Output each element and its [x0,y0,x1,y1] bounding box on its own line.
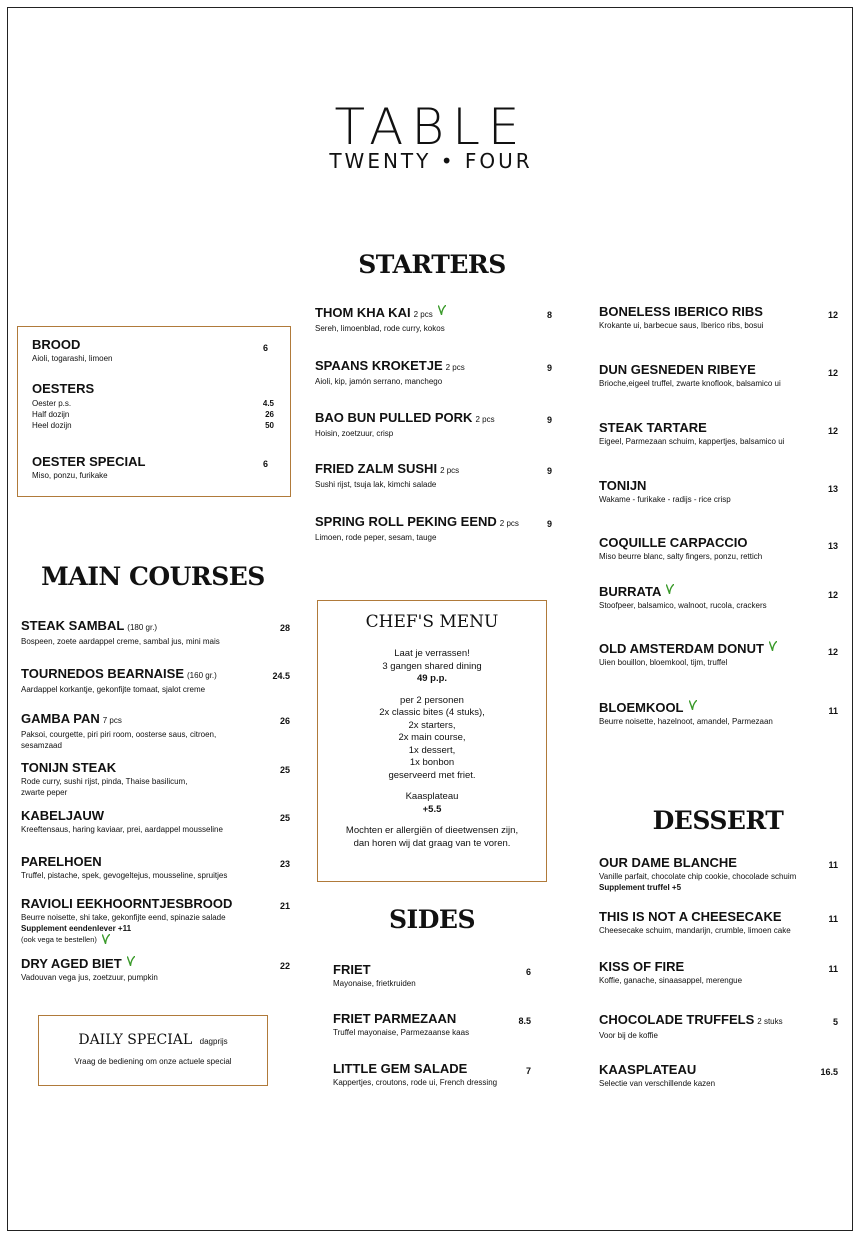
item-name [599,584,819,600]
item-description: Truffel, pistache, spek, gevogeltejus, mousseline, spruitjes [21,871,228,880]
item-name [333,1011,513,1027]
menu-item [21,760,271,798]
chefs-menu-spacer [318,782,546,791]
item-description: Uien bouillon, bloemkool, tijm, truffel [599,658,728,667]
item-price: 7 [525,1066,531,1076]
item-description: Aioli, kip, jamón serrano, manchego [315,377,443,386]
daily-special-text: Vraag de bediening om onze actuele special [74,1057,232,1066]
chefs-menu-line: +5.5 [422,803,442,815]
menu-item [32,381,272,397]
item-price: 9 [546,519,552,529]
item-price: 25 [279,765,290,775]
item-title: THOM KHA KAI [315,305,411,320]
menu-item [21,618,271,647]
item-description: Eigeel, Parmezaan schuim, kappertjes, balsamico ui [599,437,785,446]
item-title: BAO BUN PULLED PORK [315,410,473,425]
item-price: 9 [546,363,552,373]
item-quantity: 2 pcs [445,363,465,372]
item-price: 11 [828,964,838,974]
menu-item [599,1012,819,1041]
item-description: Kappertjes, croutons, rode ui, French dressing [333,1078,498,1087]
brand-logo-line1: TABLE [334,98,528,156]
menu-item [599,855,819,893]
chefs-menu-line: Mochten er allergiën of dieetwensen zijn, [345,825,519,836]
item-title: DRY AGED BIET [21,956,122,971]
menu-item [599,1062,819,1089]
menu-item [32,337,272,364]
item-title: PARELHOEN [21,854,102,869]
chefs-menu-line: per 2 personen [400,694,464,706]
item-description: Beurre noisette, shi take, gekonfijte eend, spinazie salade [21,913,226,922]
item-description: Aardappel korkantje, gekonfijte tomaat, sjalot creme [21,685,206,694]
item-price: 22 [279,961,290,971]
item-name [21,854,271,870]
item-quantity: 2 stuks [757,1017,783,1026]
menu-item [599,641,819,668]
menu-item [599,420,819,447]
item-title: RAVIOLI EEKHOORNTJESBROOD [21,896,233,911]
item-price: 12 [827,426,838,436]
item-price: 8.5 [518,1016,531,1026]
item-price: 12 [827,368,838,378]
item-name: OESTERS [32,381,95,396]
chefs-menu-line: geserveerd met friet. [388,769,476,781]
row-price: 4.5 [262,399,274,408]
item-price: 9 [546,466,552,476]
row-price: 50 [265,421,274,430]
item-description: Beurre noisette, hazelnoot, amandel, Parmezaan [599,717,773,726]
item-title: BURRATA [599,584,662,599]
item-description: Rode curry, sushi rijst, pinda, Thaise basilicum, [21,777,188,786]
item-name [599,304,819,320]
item-price: 24.5 [272,671,290,681]
menu-item [21,956,271,983]
main-courses-heading: MAIN COURSES [41,562,265,591]
leaf-icon [438,305,446,315]
sides-heading: SIDES [388,905,476,934]
item-name [599,1062,819,1078]
item-title: FRIET [333,962,371,977]
item-title: OLD AMSTERDAM DONUT [599,641,764,656]
item-description: Cheesecake schuim, mandarijn, crumble, limoen cake [599,926,791,935]
daily-special-price-note: dagprijs [199,1037,228,1046]
item-price: 12 [827,647,838,657]
item-description: Krokante ui, barbecue saus, Iberico ribs, bosui [599,321,764,330]
menu-item [599,478,819,505]
chefs-menu-title: CHEF'S MENU [365,612,499,632]
leaf-icon [102,934,110,944]
item-title: KABELJAUW [21,808,105,823]
item-name [599,362,819,378]
item-title: BONELESS IBERICO RIBS [599,304,763,319]
chefs-menu-line: 1x dessert, [408,744,456,756]
item-quantity: 2 pcs [440,466,460,475]
item-description: Hoisin, zoetzuur, crisp [315,429,394,438]
item-name [315,358,545,376]
item-title: STEAK TARTARE [599,420,707,435]
row-price: 26 [265,410,274,419]
item-name [599,420,819,436]
dessert-heading: DESSERT [652,806,784,835]
chefs-menu-line: 1x bonbon [409,757,455,768]
chefs-menu-box [317,600,547,882]
item-name [599,641,819,657]
item-title: COQUILLE CARPACCIO [599,535,748,550]
item-price: 23 [279,859,290,869]
item-description: Sushi rijst, tsuja lak, kimchi salade [315,480,437,489]
item-title: FRIED ZALM SUSHI [315,461,438,476]
item-title: GAMBA PAN [21,711,100,726]
chefs-menu-line: 2x classic bites (4 stuks), [379,707,485,718]
leaf-icon [769,641,777,651]
menu-item [599,700,819,727]
item-title: LITTLE GEM SALADE [333,1061,468,1076]
oyster-price-list [32,398,274,431]
item-price: 12 [827,590,838,600]
item-quantity: (180 gr.) [127,623,158,632]
brand-logo-line2: TWENTY • FOUR [329,149,533,173]
item-title: THIS IS NOT A CHEESECAKE [599,909,782,924]
menu-item [21,666,271,695]
item-title: TONIJN [599,478,647,493]
item-description: Voor bij de koffie [599,1031,659,1040]
chefs-menu-line: 2x main course, [398,732,466,743]
item-name [21,808,271,824]
item-name [315,514,545,532]
menu-item [315,410,545,439]
menu-item [315,461,545,490]
menu-item [21,854,271,881]
item-name [315,461,545,479]
leaf-icon [689,700,697,710]
leaf-icon [127,956,135,966]
item-description: Bospeen, zoete aardappel creme, sambal jus, mini mais [21,637,220,646]
item-price: 13 [827,484,838,494]
item-description: Miso beurre blanc, salty fingers, ponzu, rettich [599,552,763,561]
item-description: Wakame - furikake - radijs - rice crisp [599,495,731,504]
item-name [599,909,819,925]
item-title: CHOCOLADE TRUFFELS [599,1012,755,1027]
item-description: Stoofpeer, balsamico, walnoot, rucola, crackers [599,601,767,610]
item-title: KISS OF FIRE [599,959,685,974]
item-price: 16.5 [820,1067,838,1077]
chefs-menu-text [318,648,546,850]
item-price: 6 [525,967,531,977]
oyster-row [32,420,274,431]
item-description: Miso, ponzu, furikake [32,471,108,480]
item-name [333,962,513,978]
menu-item [333,962,513,989]
chefs-menu-line: 3 gangen shared dining [382,660,482,672]
oyster-row [32,398,274,409]
item-title: BLOEMKOOL [599,700,684,715]
item-name [315,305,545,323]
item-quantity: 2 pcs [413,310,433,319]
leaf-icon [666,584,674,594]
item-description: Koffie, ganache, sinaasappel, merengue [599,976,743,985]
item-name [599,1012,819,1030]
item-name [21,760,271,776]
item-name [21,618,271,636]
item-price: 26 [279,716,290,726]
item-description: Limoen, rode peper, sesam, tauge [315,533,437,542]
menu-item [315,305,545,334]
item-price: 9 [546,415,552,425]
chefs-menu-spacer [318,816,546,825]
item-title: SPRING ROLL PEKING EEND [315,514,497,529]
menu-item [599,362,819,389]
menu-item [21,711,271,751]
item-quantity: 2 pcs [499,519,519,528]
menu-item [599,535,819,562]
menu-item [21,808,271,835]
row-label: Oester p.s. [32,399,72,408]
menu-item [599,959,819,986]
item-price: 8 [546,310,552,320]
item-description: Sereh, limoenblad, rode curry, kokos [315,324,445,333]
item-description: Kreeftensaus, haring kaviaar, prei, aardappel mousseline [21,825,223,834]
item-quantity: 2 pcs [475,415,495,424]
item-quantity: 7 pcs [102,716,122,725]
item-title: FRIET PARMEZAAN [333,1011,457,1026]
item-description: Aioli, togarashi, limoen [32,354,113,363]
chefs-menu-line: 2x starters, [408,719,456,731]
item-title: TONIJN STEAK [21,760,117,775]
item-quantity: (160 gr.) [187,671,217,680]
item-title: KAASPLATEAU [599,1062,697,1077]
item-description: sesamzaad [21,741,62,750]
menu-item [21,896,271,945]
item-name: OESTER SPECIAL [32,454,146,469]
menu-item [333,1011,513,1038]
chefs-menu-line: Kaasplateau [405,791,459,802]
item-title: DUN GESNEDEN RIBEYE [599,362,756,377]
item-name [599,478,819,494]
chefs-menu-spacer [318,686,546,695]
daily-special-box [38,1015,268,1086]
item-price: 12 [827,310,838,320]
row-label: Heel dozijn [32,421,72,430]
menu-item [599,304,819,331]
item-title: OUR DAME BLANCHE [599,855,737,870]
item-name [599,959,819,975]
item-description: Paksoi, courgette, piri piri room, oosterse saus, citroen, [21,730,217,739]
item-price: 5 [832,1017,838,1027]
menu-item [599,909,819,936]
item-price: 28 [279,623,290,633]
item-description: Selectie van verschillende kazen [599,1079,716,1088]
item-price: 6 [262,459,268,469]
daily-special-title: DAILY SPECIAL [78,1032,193,1048]
menu-item [599,584,819,611]
oyster-row [32,409,274,420]
chefs-menu-line: dan horen wij dat graag van te voren. [353,837,511,849]
item-price: 11 [828,860,838,870]
menu-item [315,514,545,543]
item-description: zwarte peper [21,788,68,797]
item-name [21,711,271,729]
item-name [333,1061,513,1077]
item-description: Vadouvan vega jus, zoetzuur, pumpkin [21,973,158,982]
item-price: 6 [262,343,268,353]
item-name [21,666,271,684]
menu-item [333,1061,513,1088]
menu-item [32,454,272,481]
item-price: 13 [827,541,838,551]
item-price: 11 [828,914,838,924]
item-description: Truffel mayonaise, Parmezaanse kaas [333,1028,470,1037]
chefs-menu-line: Laat je verrassen! [394,648,470,659]
item-title: TOURNEDOS BEARNAISE [21,666,185,681]
item-price: 25 [279,813,290,823]
item-name [599,700,819,716]
chefs-menu-line: 49 p.p. [416,673,448,684]
item-note: (ook vega te bestellen) [21,934,271,945]
item-supplement: Supplement truffel +5 [599,883,682,892]
item-description: Brioche,eigeel truffel, zwarte knoflook, balsamico ui [599,379,781,388]
bread-oyster-box [17,326,291,497]
item-price: 11 [828,706,838,716]
item-description: Vanille parfait, chocolate chip cookie, chocolade schuim [599,872,797,881]
daily-special-heading [39,1031,267,1049]
item-title: STEAK SAMBAL [21,618,125,633]
item-name [21,896,271,912]
menu-item [315,358,545,387]
item-price: 21 [279,901,290,911]
item-name: BROOD [32,337,81,352]
starters-heading: STARTERS [358,250,506,279]
item-name [21,956,271,972]
item-description: Mayonaise, frietkruiden [333,979,416,988]
item-name [315,410,545,428]
item-name [599,535,819,551]
item-title: SPAANS KROKETJE [315,358,443,373]
item-name [599,855,819,871]
item-supplement: Supplement eendenlever +11 [21,924,132,933]
row-label: Half dozijn [32,410,70,419]
